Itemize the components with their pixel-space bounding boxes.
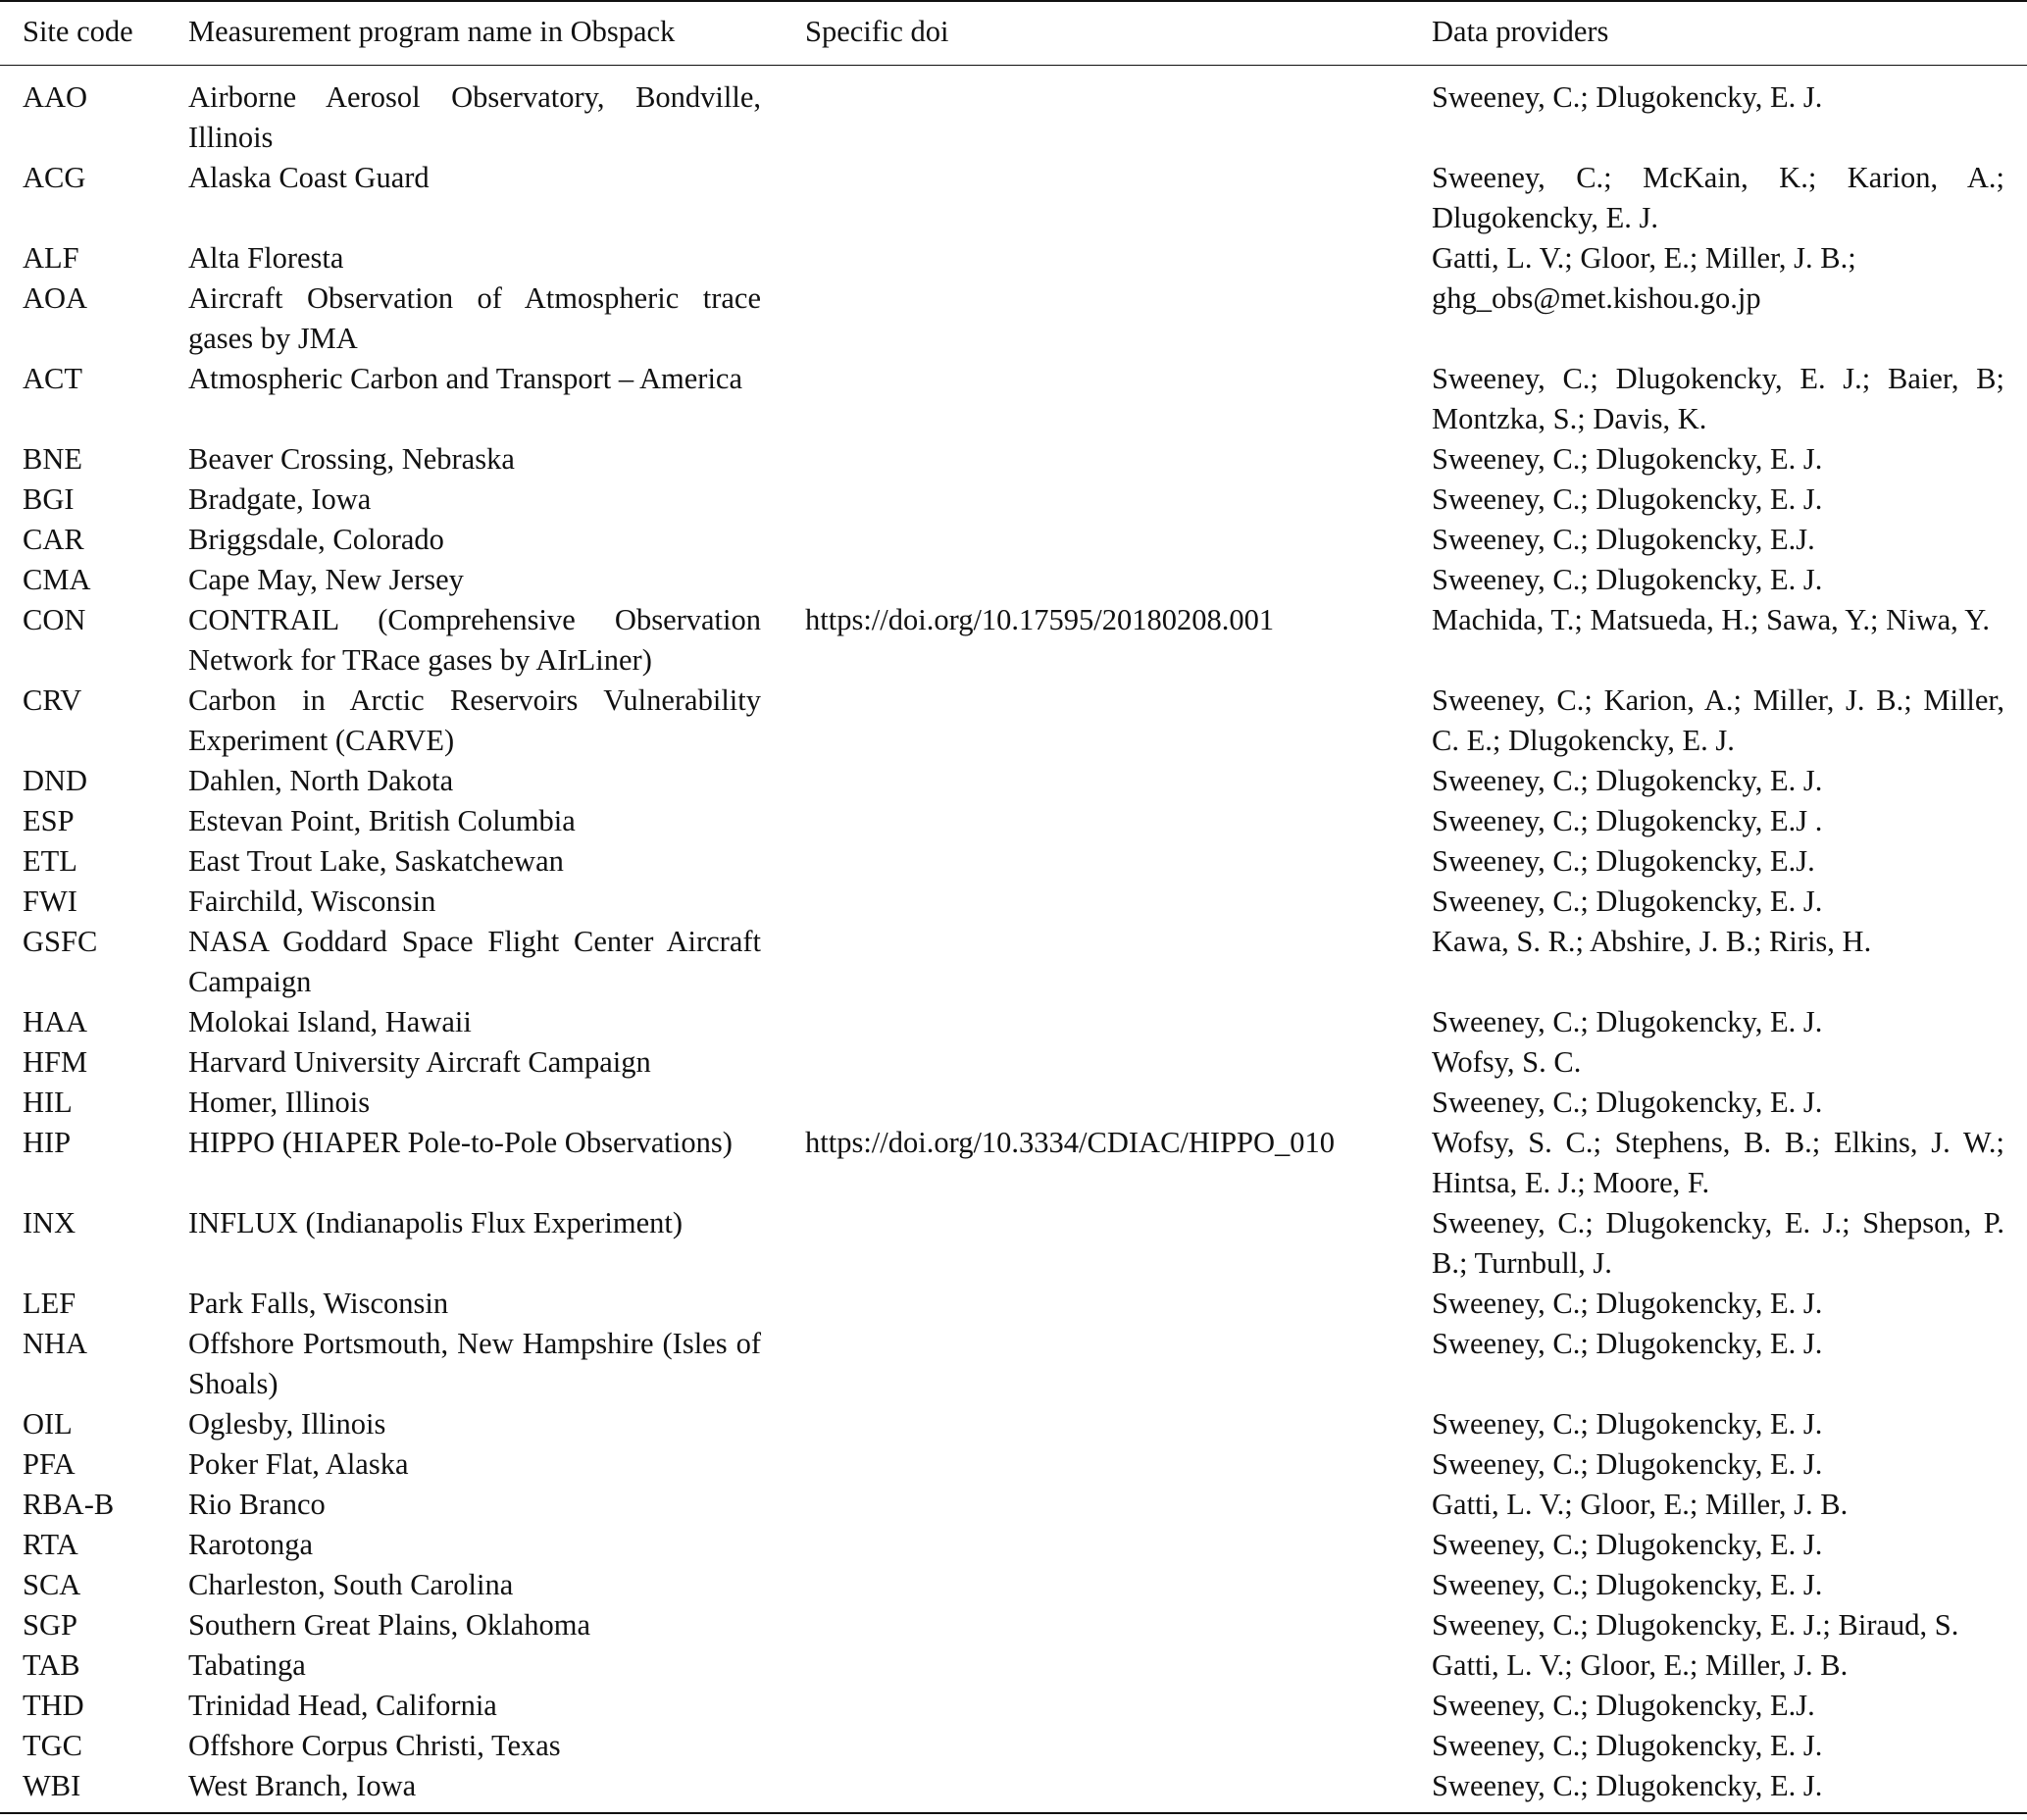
cell-site-code: ALF (23, 241, 79, 275)
cell-providers: Sweeney, C.; Karion, A.; Miller, J. B.; Miller, C. E.; Dlugokencky, E. J. (1432, 683, 2004, 757)
cell-doi (805, 841, 1432, 882)
cell-program: Poker Flat, Alaska (188, 1447, 409, 1481)
cell-doi (805, 158, 1432, 238)
cell-program: Airborne Aerosol Observatory, Bondville, Illinois (188, 80, 761, 154)
cell-program: Charleston, South Carolina (188, 1568, 514, 1601)
cell-site-code: TGC (23, 1729, 82, 1762)
cell-doi (805, 1605, 1432, 1645)
cell-site-code: ACG (23, 161, 86, 194)
table-row (0, 1083, 2027, 1123)
cell-program: Bradgate, Iowa (188, 482, 372, 516)
cell-doi (805, 681, 1432, 761)
table-row (0, 560, 2027, 600)
cell-providers: Sweeney, C.; Dlugokencky, E. J. (1432, 885, 1823, 918)
cell-doi (805, 1002, 1432, 1042)
cell-site-code: FWI (23, 885, 77, 918)
cell-site-code: INX (23, 1206, 76, 1239)
cell-doi (805, 66, 1432, 159)
cell-doi (805, 439, 1432, 480)
cell-doi (805, 1485, 1432, 1525)
cell-program: INFLUX (Indianapolis Flux Experiment) (188, 1206, 684, 1239)
table-row (0, 66, 2027, 159)
cell-program: Park Falls, Wisconsin (188, 1287, 449, 1320)
table-row (0, 1485, 2027, 1525)
cell-site-code: RTA (23, 1528, 78, 1561)
table-row (0, 1002, 2027, 1042)
cell-providers: Sweeney, C.; Dlugokencky, E.J . (1432, 804, 1823, 837)
cell-providers: Sweeney, C.; Dlugokencky, E.J. (1432, 844, 1815, 878)
table-row (0, 882, 2027, 922)
cell-providers: ghg_obs@met.kishou.go.jp (1432, 281, 1761, 315)
cell-providers: Sweeney, C.; Dlugokencky, E. J. (1432, 764, 1823, 797)
cell-doi (805, 882, 1432, 922)
cell-program: HIPPO (HIAPER Pole-to-Pole Observations) (188, 1126, 733, 1159)
cell-program: Alta Floresta (188, 241, 344, 275)
cell-providers: Sweeney, C.; Dlugokencky, E.J. (1432, 523, 1815, 556)
cell-doi: https://doi.org/10.17595/20180208.001 (805, 603, 1275, 636)
cell-providers: Sweeney, C.; Dlugokencky, E. J. (1432, 1568, 1823, 1601)
table-row (0, 439, 2027, 480)
cell-site-code: LEF (23, 1287, 76, 1320)
table-row (0, 1565, 2027, 1605)
cell-program: Homer, Illinois (188, 1086, 371, 1119)
table-row (0, 1766, 2027, 1813)
cell-providers: Sweeney, C.; Dlugokencky, E. J.; Biraud, S. (1432, 1608, 1959, 1642)
cell-program: Alaska Coast Guard (188, 161, 430, 194)
cell-program: Dahlen, North Dakota (188, 764, 454, 797)
cell-providers: Sweeney, C.; Dlugokencky, E. J. (1432, 1447, 1823, 1481)
cell-doi (805, 1525, 1432, 1565)
header-doi: Specific doi (805, 15, 949, 48)
cell-site-code: DND (23, 764, 88, 797)
cell-providers: Gatti, L. V.; Gloor, E.; Miller, J. B.; (1432, 241, 1856, 275)
cell-providers: Sweeney, C.; Dlugokencky, E. J.; Shepson, P. B.; Turnbull, J. (1432, 1206, 2004, 1280)
cell-doi (805, 359, 1432, 439)
table-row (0, 1404, 2027, 1444)
cell-site-code: RBA-B (23, 1488, 115, 1521)
table-row (0, 1605, 2027, 1645)
cell-site-code: THD (23, 1689, 84, 1722)
cell-site-code: BGI (23, 482, 75, 516)
header-providers: Data providers (1432, 15, 1609, 48)
cell-program: NASA Goddard Space Flight Center Aircraft Campaign (188, 925, 761, 998)
cell-site-code: ESP (23, 804, 75, 837)
cell-site-code: BNE (23, 442, 82, 476)
cell-program: Harvard University Aircraft Campaign (188, 1045, 651, 1079)
cell-program: West Branch, Iowa (188, 1769, 417, 1802)
cell-site-code: HIL (23, 1086, 73, 1119)
cell-program: Offshore Portsmouth, New Hampshire (Isles of Shoals) (188, 1327, 761, 1400)
cell-program: Rarotonga (188, 1528, 314, 1561)
cell-providers: Sweeney, C.; Dlugokencky, E. J. (1432, 1729, 1823, 1762)
cell-providers: Gatti, L. V.; Gloor, E.; Miller, J. B. (1432, 1488, 1849, 1521)
cell-program: Estevan Point, British Columbia (188, 804, 576, 837)
cell-doi (805, 1083, 1432, 1123)
cell-doi (805, 520, 1432, 560)
cell-doi (805, 1766, 1432, 1813)
cell-providers: Sweeney, C.; Dlugokencky, E. J. (1432, 563, 1823, 596)
cell-providers: Wofsy, S. C.; Stephens, B. B.; Elkins, J. W.; Hintsa, E. J.; Moore, F. (1432, 1126, 2004, 1199)
cell-site-code: ETL (23, 844, 77, 878)
cell-program: Carbon in Arctic Reservoirs Vulnerability Experiment (CARVE) (188, 683, 761, 757)
cell-program: Cape May, New Jersey (188, 563, 464, 596)
cell-program: Aircraft Observation of Atmospheric trace gases by JMA (188, 281, 761, 355)
cell-site-code: PFA (23, 1447, 76, 1481)
cell-site-code: WBI (23, 1769, 81, 1802)
cell-site-code: HIP (23, 1126, 72, 1159)
cell-providers: Sweeney, C.; Dlugokencky, E. J. (1432, 1327, 1823, 1360)
cell-providers: Kawa, S. R.; Abshire, J. B.; Riris, H. (1432, 925, 1872, 958)
cell-providers: Sweeney, C.; Dlugokencky, E.J. (1432, 1689, 1815, 1722)
cell-providers: Gatti, L. V.; Gloor, E.; Miller, J. B. (1432, 1648, 1849, 1682)
table-row (0, 158, 2027, 238)
cell-program: Offshore Corpus Christi, Texas (188, 1729, 561, 1762)
table-row (0, 1444, 2027, 1485)
cell-site-code: OIL (23, 1407, 73, 1441)
cell-site-code: CAR (23, 523, 84, 556)
cell-program: Atmospheric Carbon and Transport – America (188, 362, 743, 395)
header-row (0, 1, 2027, 66)
cell-providers: Sweeney, C.; Dlugokencky, E. J. (1432, 1086, 1823, 1119)
cell-doi (805, 1324, 1432, 1404)
cell-providers: Sweeney, C.; Dlugokencky, E. J. (1432, 1528, 1823, 1561)
cell-providers: Sweeney, C.; Dlugokencky, E. J. (1432, 80, 1823, 114)
cell-program: CONTRAIL (Comprehensive Observation Network for TRace gases by AIrLiner) (188, 603, 761, 677)
cell-providers: Sweeney, C.; Dlugokencky, E. J. (1432, 482, 1823, 516)
cell-site-code: GSFC (23, 925, 98, 958)
table-row (0, 1203, 2027, 1284)
cell-site-code: AAO (23, 80, 88, 114)
cell-program: Trinidad Head, California (188, 1689, 497, 1722)
table-row (0, 761, 2027, 801)
cell-program: Beaver Crossing, Nebraska (188, 442, 515, 476)
cell-program: Fairchild, Wisconsin (188, 885, 436, 918)
cell-site-code: ACT (23, 362, 82, 395)
table-row (0, 841, 2027, 882)
table-row (0, 480, 2027, 520)
cell-site-code: HAA (23, 1005, 88, 1038)
cell-providers: Wofsy, S. C. (1432, 1045, 1582, 1079)
table-row (0, 801, 2027, 841)
cell-providers: Sweeney, C.; Dlugokencky, E. J. (1432, 1005, 1823, 1038)
table-body (0, 66, 2027, 1814)
cell-doi (805, 1686, 1432, 1726)
cell-site-code: NHA (23, 1327, 88, 1360)
table-row (0, 278, 2027, 359)
cell-providers: Machida, T.; Matsueda, H.; Sawa, Y.; Niwa, Y. (1432, 603, 1990, 636)
table-row (0, 359, 2027, 439)
cell-doi (805, 1645, 1432, 1686)
table-row (0, 520, 2027, 560)
cell-site-code: HFM (23, 1045, 88, 1079)
table-row (0, 1324, 2027, 1404)
cell-program: Rio Branco (188, 1488, 326, 1521)
cell-doi (805, 1284, 1432, 1324)
table-row (0, 1284, 2027, 1324)
cell-providers: Sweeney, C.; Dlugokencky, E. J. (1432, 442, 1823, 476)
header-program: Measurement program name in Obspack (188, 15, 676, 48)
cell-program: East Trout Lake, Saskatchewan (188, 844, 564, 878)
table-row (0, 1726, 2027, 1766)
header-site-code: Site code (23, 15, 133, 48)
cell-program: Southern Great Plains, Oklahoma (188, 1608, 590, 1642)
table-row (0, 238, 2027, 278)
cell-doi (805, 1565, 1432, 1605)
cell-program: Oglesby, Illinois (188, 1407, 386, 1441)
table-row (0, 1525, 2027, 1565)
cell-doi (805, 1726, 1432, 1766)
table-row (0, 600, 2027, 681)
cell-program: Briggsdale, Colorado (188, 523, 444, 556)
cell-doi (805, 1404, 1432, 1444)
cell-program: Molokai Island, Hawaii (188, 1005, 472, 1038)
cell-providers: Sweeney, C.; Dlugokencky, E. J. (1432, 1407, 1823, 1441)
cell-doi (805, 1042, 1432, 1083)
cell-doi: https://doi.org/10.3334/CDIAC/HIPPO_010 (805, 1126, 1336, 1159)
cell-site-code: SCA (23, 1568, 81, 1601)
cell-providers: Sweeney, C.; Dlugokencky, E. J.; Baier, B; Montzka, S.; Davis, K. (1432, 362, 2004, 435)
table-row (0, 1123, 2027, 1203)
table-row (0, 1042, 2027, 1083)
cell-doi (805, 278, 1432, 359)
table-row (0, 1686, 2027, 1726)
table-row (0, 681, 2027, 761)
cell-doi (805, 1444, 1432, 1485)
cell-providers: Sweeney, C.; McKain, K.; Karion, A.; Dlugokencky, E. J. (1432, 161, 2004, 234)
cell-site-code: AOA (23, 281, 88, 315)
cell-site-code: CRV (23, 683, 82, 717)
cell-doi (805, 238, 1432, 278)
cell-site-code: CMA (23, 563, 91, 596)
cell-site-code: SGP (23, 1608, 77, 1642)
cell-doi (805, 560, 1432, 600)
table-row (0, 922, 2027, 1002)
cell-providers: Sweeney, C.; Dlugokencky, E. J. (1432, 1769, 1823, 1802)
cell-site-code: CON (23, 603, 86, 636)
cell-site-code: TAB (23, 1648, 80, 1682)
table-header (0, 1, 2027, 66)
cell-doi (805, 801, 1432, 841)
cell-doi (805, 761, 1432, 801)
cell-doi (805, 480, 1432, 520)
cell-program: Tabatinga (188, 1648, 306, 1682)
cell-doi (805, 922, 1432, 1002)
cell-doi (805, 1203, 1432, 1284)
cell-providers: Sweeney, C.; Dlugokencky, E. J. (1432, 1287, 1823, 1320)
table-row (0, 1645, 2027, 1686)
